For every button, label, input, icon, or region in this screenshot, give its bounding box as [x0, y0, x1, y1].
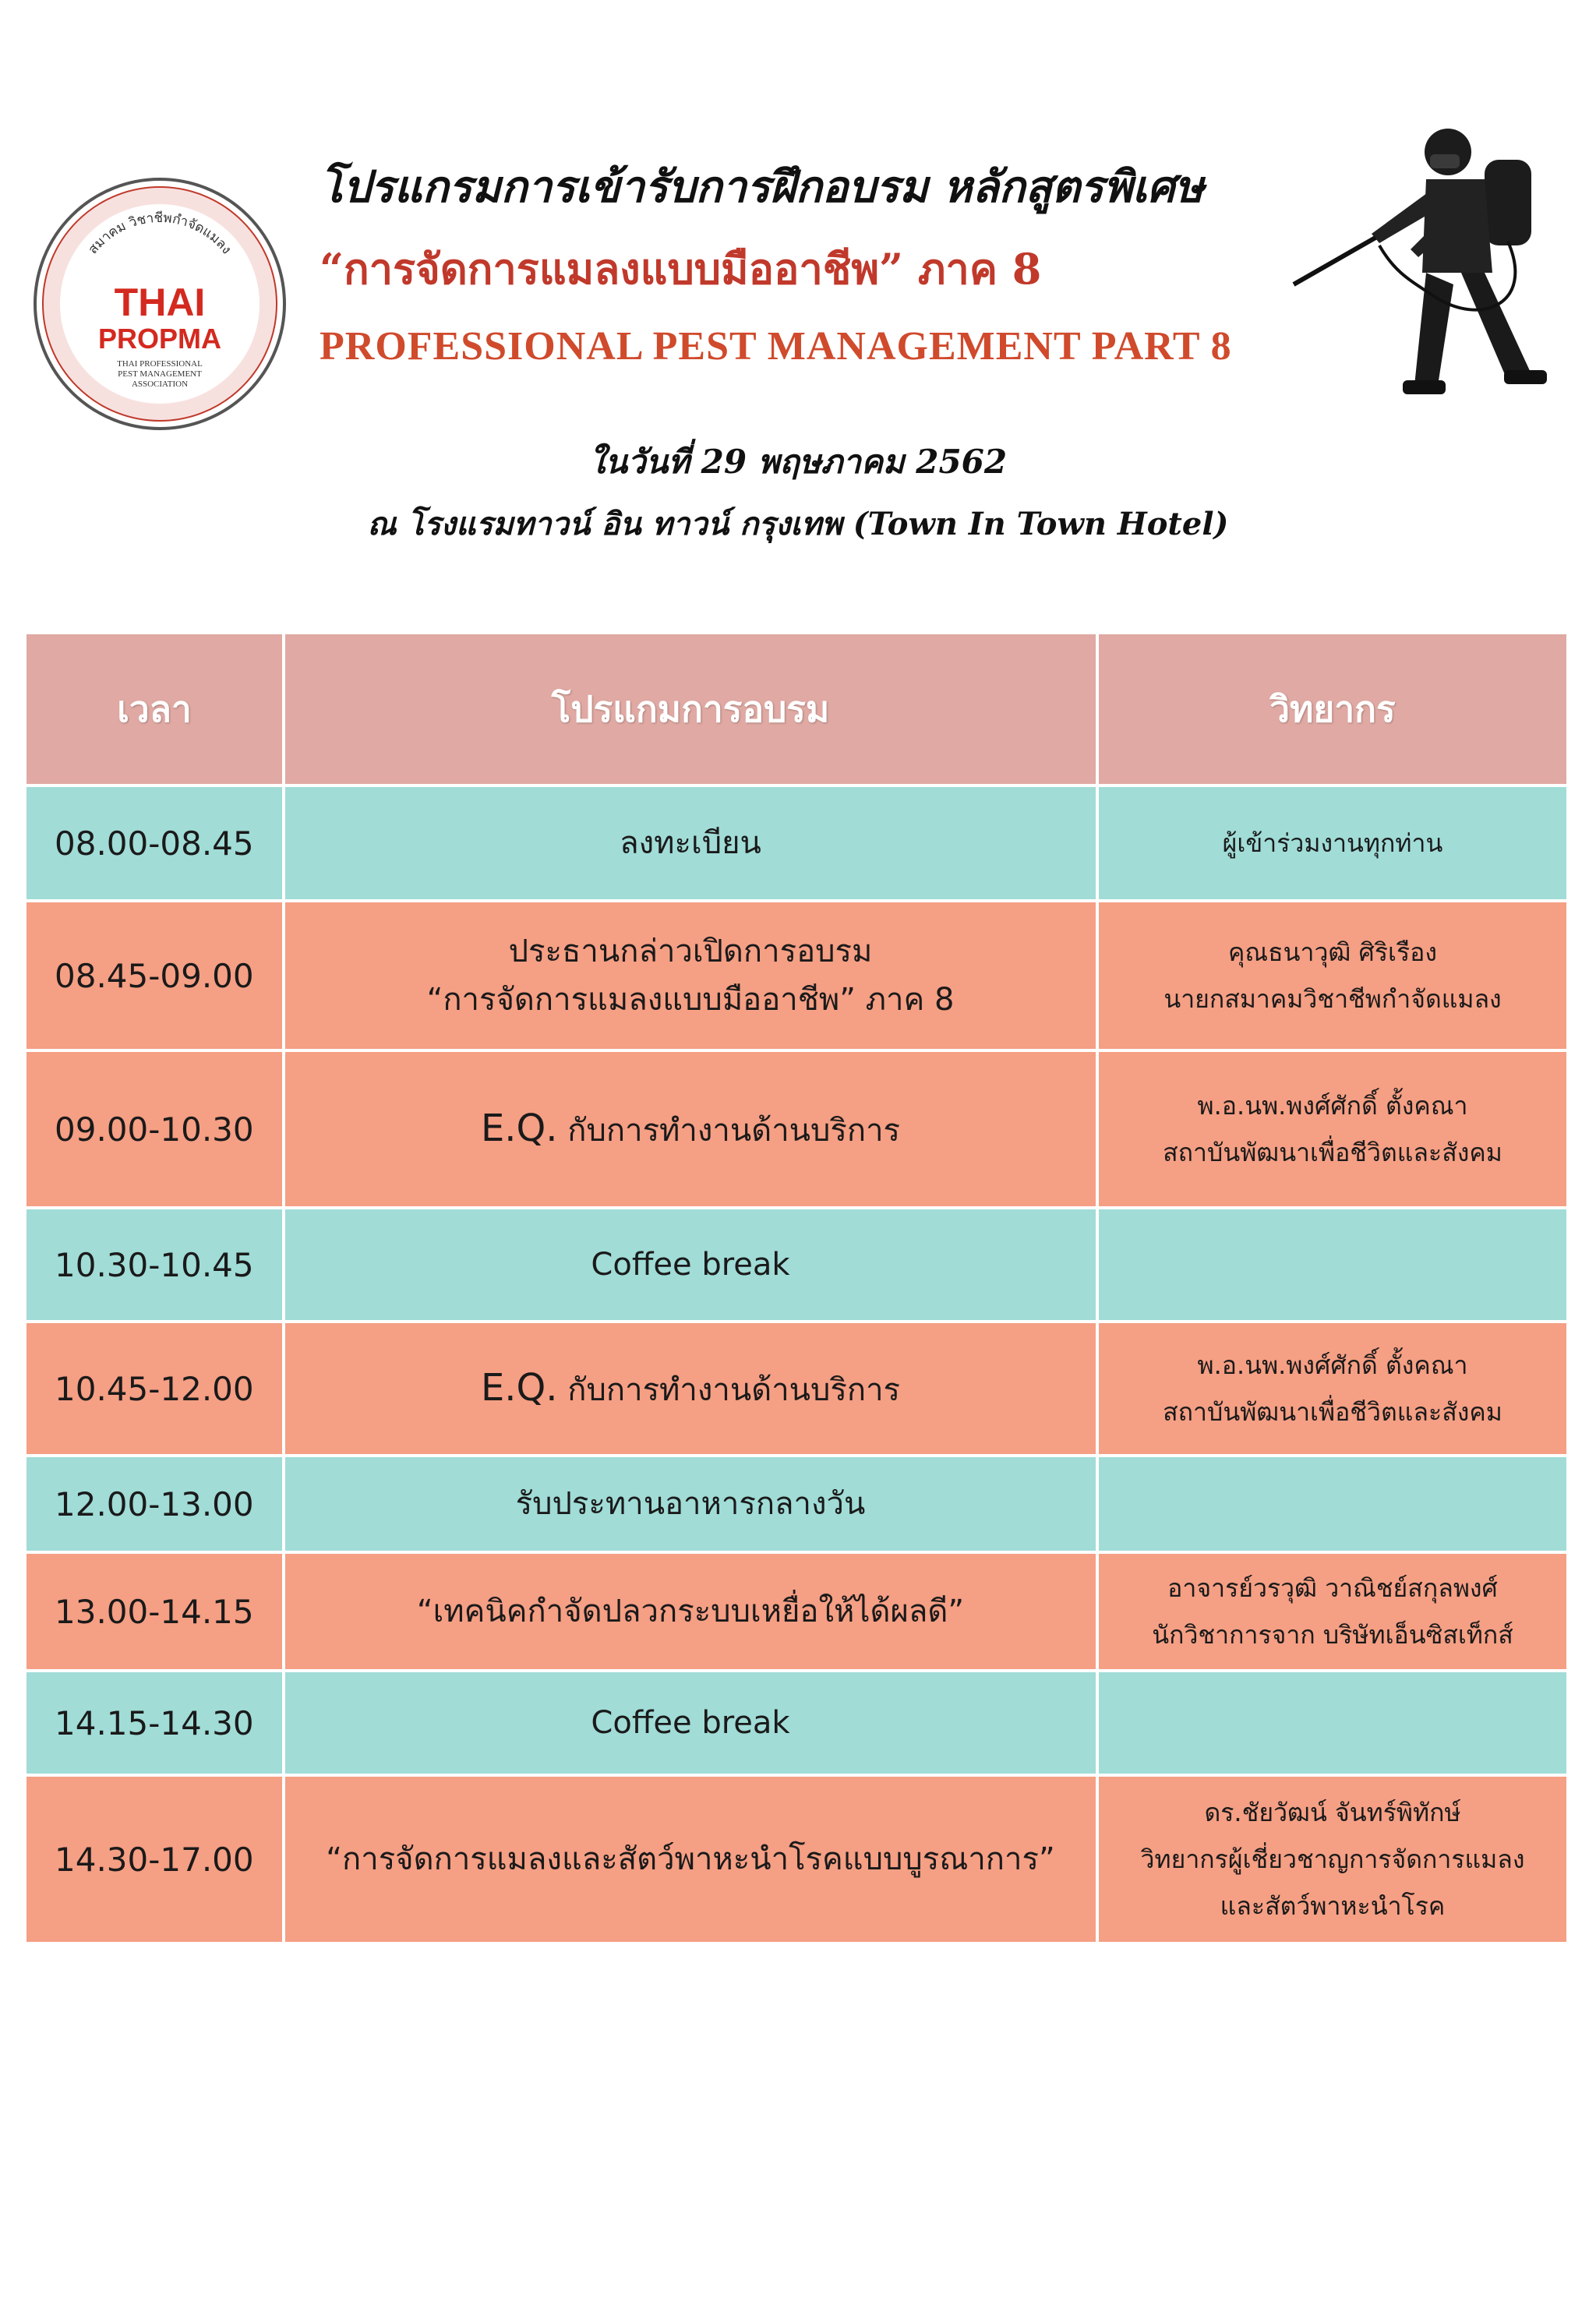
program-subtitle-en: PROFESSIONAL PEST MANAGEMENT PART 8: [320, 324, 1232, 369]
row-program: [284, 1050, 1097, 1208]
speaker-line: พ.อ.นพ.พงศ์ศักดิ์ ตั้งคณา: [1197, 1091, 1468, 1121]
row-program: [284, 1322, 1097, 1456]
row-time: 14.15-14.30: [25, 1671, 284, 1775]
row-program: [284, 785, 1097, 901]
program-line: กับการทำงานด้านบริการ: [567, 1112, 901, 1149]
program-line: “การจัดการแมลงแบบมืออาชีพ” ภาค 8: [426, 982, 955, 1018]
logo-brand-bottom: PROPMA: [97, 323, 222, 355]
row-speaker: [1097, 1208, 1568, 1322]
program-title: โปรแกรมการเข้ารับการฝึกอบรม หลักสูตรพิเศษ: [320, 161, 1204, 213]
program-line: ลงทะเบียน: [620, 825, 761, 861]
program-eq: E.Q.: [480, 1106, 558, 1150]
speaker-line: ผู้เข้าร่วมงานทุกท่าน: [1222, 828, 1443, 858]
table-row: [25, 785, 1568, 901]
row-program: [284, 1552, 1097, 1671]
logo-arc-text: สมาคม วิชาชีพกำจัดแมลง: [85, 210, 235, 258]
table-row: [25, 1050, 1568, 1208]
row-speaker: [1097, 901, 1568, 1050]
program-subtitle-th: “การจัดการแมลงแบบมืออาชีพ” ภาค 8: [320, 244, 1042, 294]
program-line: Coffee break: [591, 1705, 790, 1741]
row-program: [284, 1671, 1097, 1775]
table-header-row: [25, 633, 1568, 785]
schedule-table: [23, 631, 1570, 1945]
row-speaker: [1097, 1671, 1568, 1775]
row-speaker: [1097, 1775, 1568, 1943]
program-line: ประธานกล่าวเปิดการอบรม: [508, 934, 873, 969]
table-row: [25, 1322, 1568, 1456]
row-time: 09.00-10.30: [25, 1050, 284, 1208]
header-time: เวลา: [25, 633, 284, 785]
program-line: รับประทานอาหารกลางวัน: [515, 1486, 866, 1522]
pest-sprayer-illustration: [1278, 117, 1566, 405]
table-row: [25, 1552, 1568, 1671]
table-row: [25, 1775, 1568, 1943]
table-row: [25, 1671, 1568, 1775]
program-line: กับการทำงานด้านบริการ: [567, 1371, 901, 1408]
row-time: 12.00-13.00: [25, 1456, 284, 1552]
row-time: 13.00-14.15: [25, 1552, 284, 1671]
row-program: [284, 1456, 1097, 1552]
row-program: [284, 1775, 1097, 1943]
thai-propma-logo: [31, 175, 288, 432]
speaker-line: วิทยากรผู้เชี่ยวชาญการจัดการแมลง: [1140, 1844, 1525, 1874]
speaker-line: พ.อ.นพ.พงศ์ศักดิ์ ตั้งคณา: [1197, 1350, 1468, 1380]
row-time: 10.45-12.00: [25, 1322, 284, 1456]
logo-org-line2: PEST MANAGEMENT: [118, 369, 202, 379]
speaker-line: นักวิชาการจาก บริษัทเอ็นซิสเท็กส์: [1152, 1620, 1513, 1650]
program-line: Coffee break: [591, 1247, 790, 1283]
program-eq: E.Q.: [480, 1365, 558, 1410]
table-row: [25, 1208, 1568, 1322]
title-block: [320, 152, 1294, 378]
row-time: 14.30-17.00: [25, 1775, 284, 1943]
table-row: [25, 901, 1568, 1050]
row-speaker: [1097, 785, 1568, 901]
logo-org-line1: THAI PROFESSIONAL: [117, 359, 203, 369]
speaker-line: ดร.ชัยวัฒน์ จันทร์พิทักษ์: [1204, 1798, 1461, 1827]
logo-brand-top: THAI: [114, 281, 206, 324]
header-program: โปรแกมการอบรม: [284, 633, 1097, 785]
speaker-line: อาจารย์วรวุฒิ วาณิชย์สกุลพงศ์: [1167, 1573, 1498, 1603]
row-time: 08.00-08.45: [25, 785, 284, 901]
speaker-line: และสัตว์พาหะนำโรค: [1220, 1891, 1446, 1921]
row-time: 10.30-10.45: [25, 1208, 284, 1322]
row-speaker: [1097, 1552, 1568, 1671]
table-row: [25, 1456, 1568, 1552]
program-line: “เทคนิคกำจัดปลวกระบบเหยื่อให้ได้ผลดี”: [416, 1594, 965, 1629]
event-date: ในวันที่ 29 พฤษภาคม 2562: [588, 443, 1008, 481]
speaker-line: สถาบันพัฒนาเพื่อชีวิตและสังคม: [1163, 1397, 1502, 1427]
speaker-line: คุณธนาวุฒิ ศิริเรือง: [1228, 937, 1437, 967]
row-speaker: [1097, 1322, 1568, 1456]
row-speaker: [1097, 1050, 1568, 1208]
row-program: [284, 901, 1097, 1050]
row-speaker: [1097, 1456, 1568, 1552]
speaker-line: นายกสมาคมวิชาชีพกำจัดแมลง: [1163, 984, 1502, 1014]
header-speaker: วิทยากร: [1097, 633, 1568, 785]
row-program: [284, 1208, 1097, 1322]
event-venue: ณ โรงแรมทาวน์ อิน ทาวน์ กรุงเทพ (Town In Town Hotel): [367, 506, 1229, 542]
speaker-line: สถาบันพัฒนาเพื่อชีวิตและสังคม: [1163, 1138, 1502, 1167]
logo-org-line3: ASSOCIATION: [131, 379, 189, 389]
row-time: 08.45-09.00: [25, 901, 284, 1050]
program-line: “การจัดการแมลงและสัตว์พาหะนำโรคแบบบูรณาการ”: [326, 1841, 1055, 1877]
